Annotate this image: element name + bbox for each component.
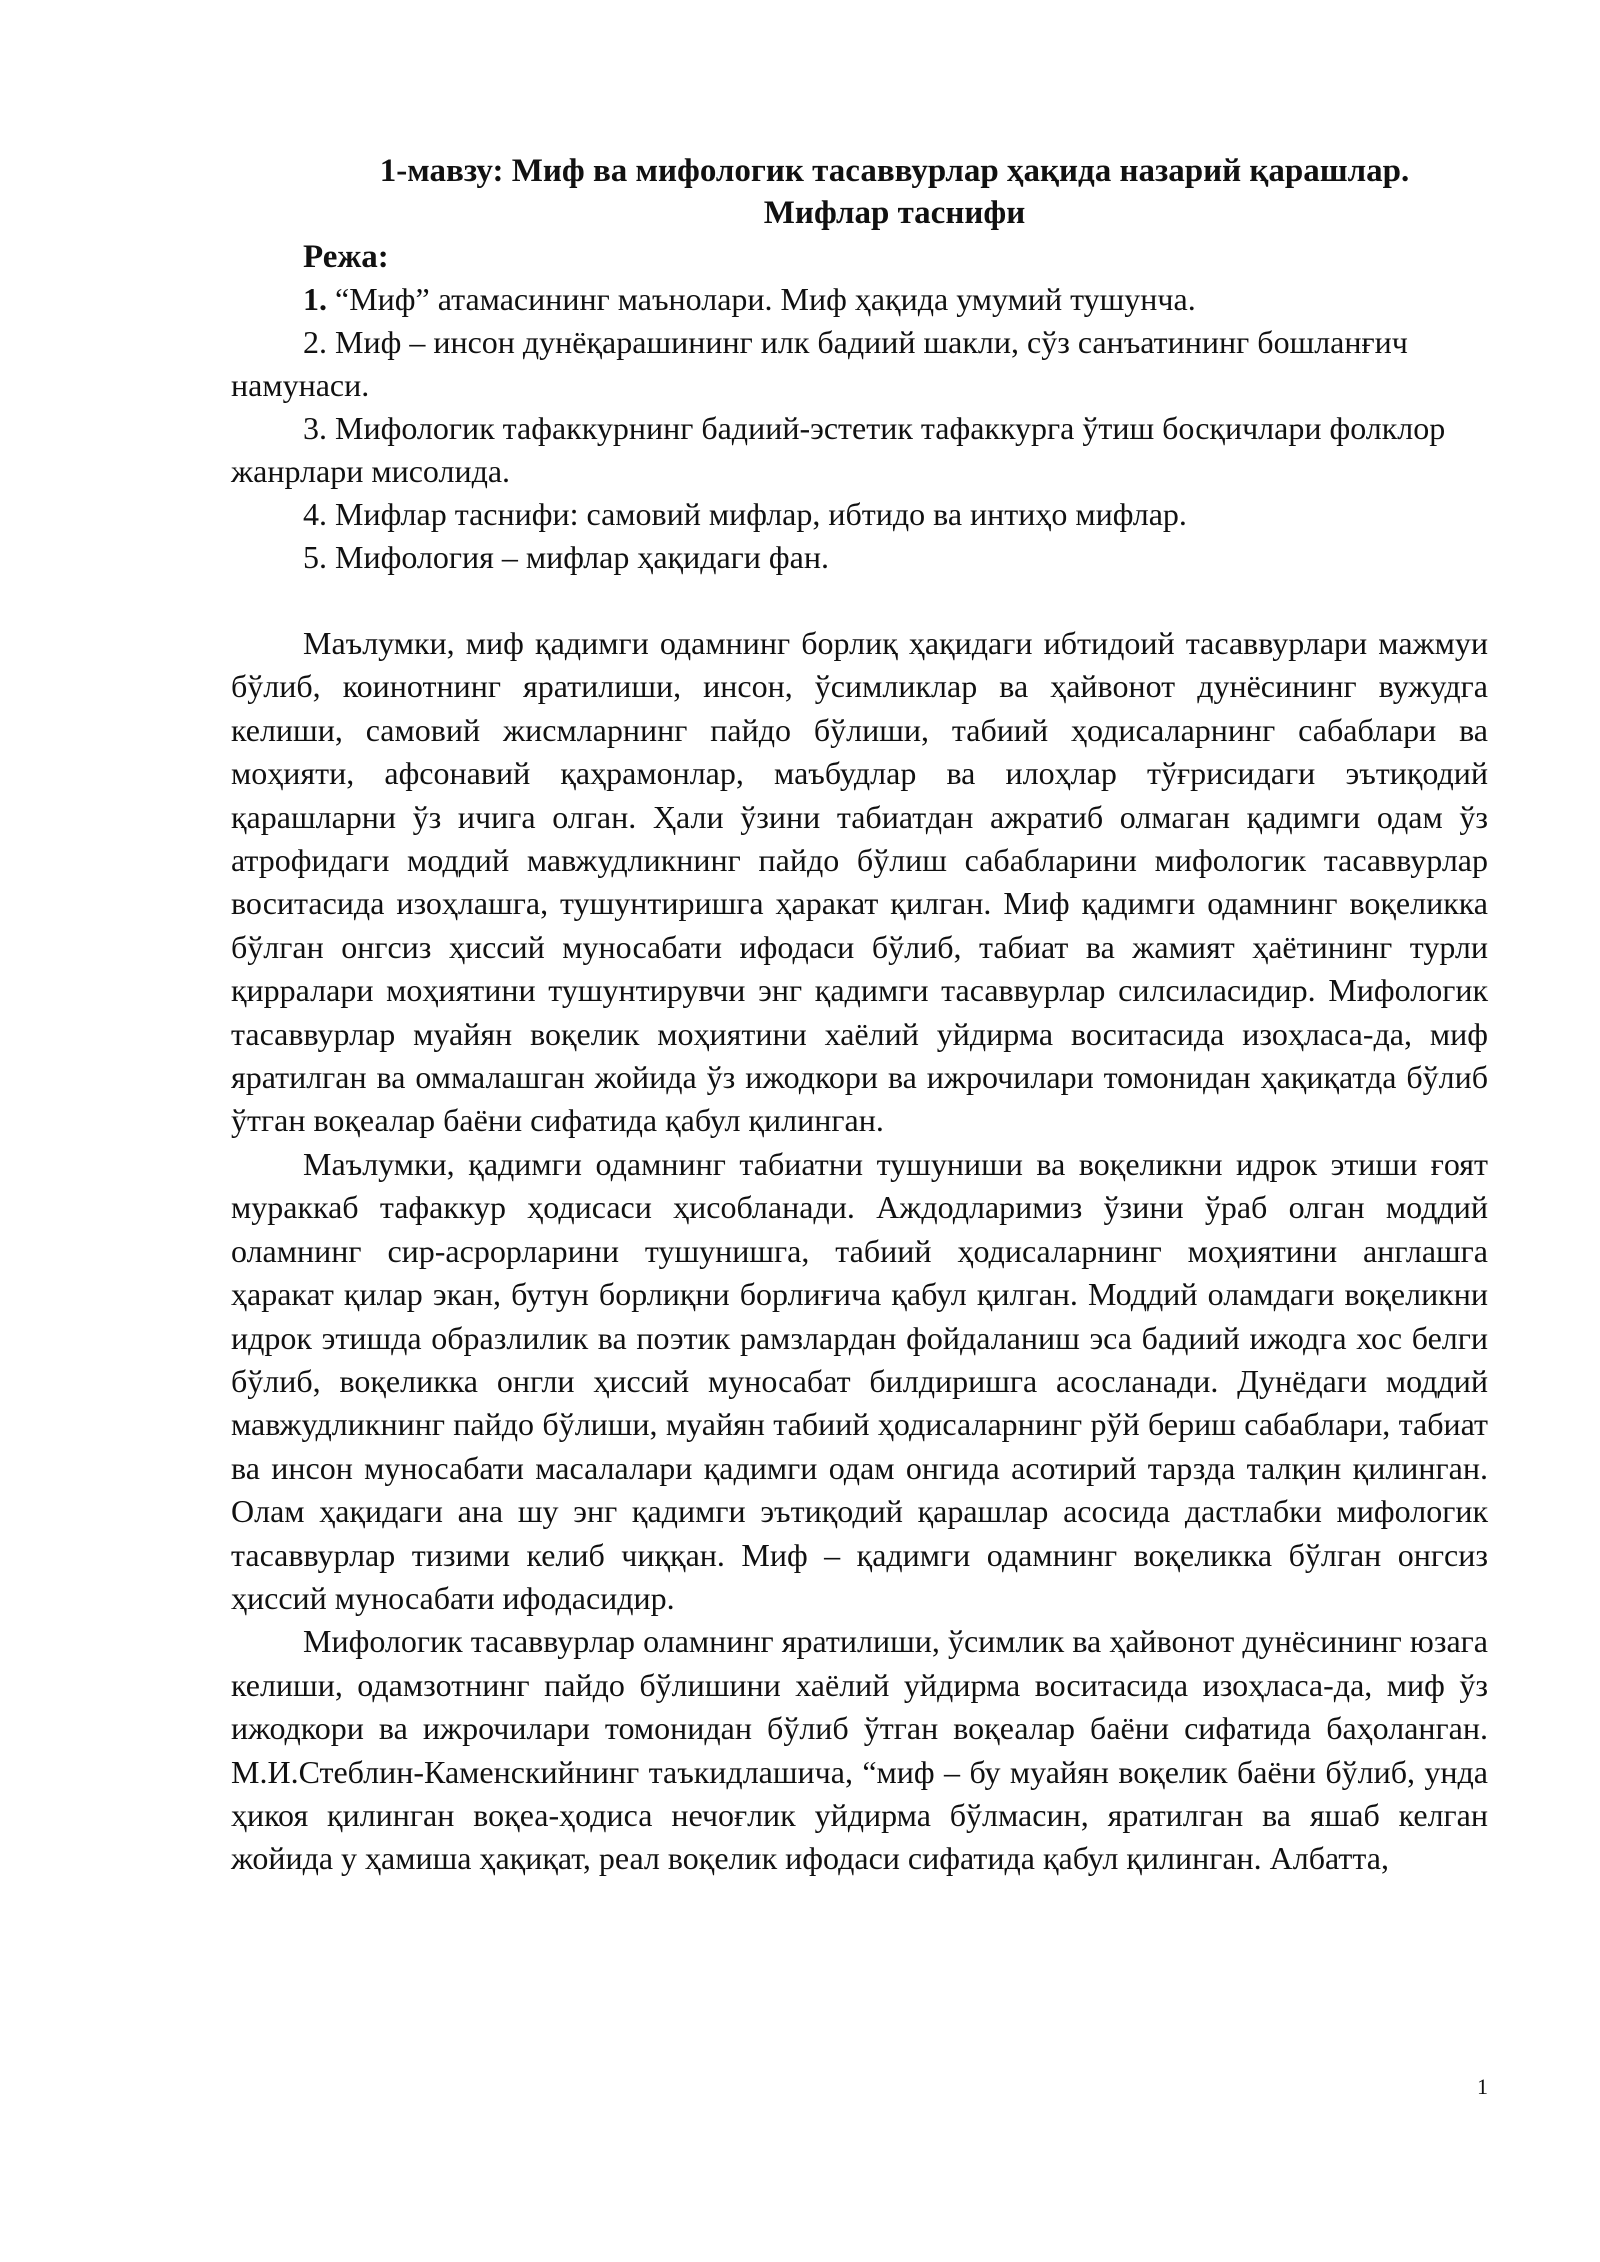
body-paragraph-3: Мифологик тасаввурлар оламнинг яратилиши, ўсимлик ва ҳайвонот дунёсининг юзага келиши, одамзотнинг пайдо бўлишини хаёлий уйдирма воситасида изоҳласа-да, миф ўз ижодкори ва ижрочилари томонидан бўлиб ўтган воқеалар баёни сифатида баҳоланган. М.И.Стеблин-Каменскийнинг таъкидлашича, “миф – бу муайян воқелик баёни бўлиб, унда ҳикоя қилинган воқеа-ҳодиса нечоғлик уйдирма бўлмасин, яратилган ва яшаб келган жойида у ҳамиша ҳақиқат, реал воқелик ифодаси сифатида қабул қилинган. Албатта, — [231, 1623, 1488, 1877]
title-line-1: 1-мавзу: Миф ва мифологик тасаввурлар ҳақида назарий қарашлар. — [379, 153, 1410, 189]
plan-heading: Режа: — [303, 239, 389, 275]
plan-item-2 — [231, 321, 1488, 407]
plan-item-3 — [231, 407, 1488, 493]
plan-item-4 — [231, 493, 1488, 536]
document-page — [231, 150, 1488, 1881]
page-number: 1 — [1477, 2074, 1488, 2099]
plan-item-5 — [231, 536, 1488, 579]
plan-item-number: 1. — [303, 281, 327, 317]
body-paragraph-1: Маълумки, миф қадимги одамнинг борлиқ ҳақидаги ибтидоий тасаввурлари мажмуи бўлиб, коинотнинг яратилиши, инсон, ўсимликлар ва ҳайвонот дунёсининг вужудга келиши, самовий жисмларнинг пайдо бўлиши, табиий ҳодисаларнинг сабаблари ва моҳияти, афсонавий қаҳрамонлар, маъбудлар ва илоҳлар тўғрисидаги эътиқодий қарашларни ўз ичига олган. Ҳали ўзини табиатдан ажратиб олмаган қадимги одам ўз атрофидаги моддий мавжудликнинг пайдо бўлиш сабабларини мифологик тасаввурлар воситасида изоҳлашга, тушунтиришга ҳаракат қилган. Миф қадимги одамнинг воқеликка бўлган онгсиз ҳиссий муносабати ифодаси бўлиб, табиат ва жамият ҳаётининг турли қирралари моҳиятини тушунтирувчи энг қадимги тасаввурлар силсиласидир. Мифологик тасаввурлар муайян воқелик моҳиятини хаёлий уйдирма воситасида изоҳласа-да, миф яратилган ва оммалашган жойида ўз ижодкори ва ижрочилари томонидан ҳақиқатда бўлиб ўтган воқеалар баёни сифатида қабул қилинган. — [231, 625, 1488, 1139]
plan-item-number: 3. — [303, 410, 327, 446]
plan-item-number: 4. — [303, 496, 327, 532]
body-paragraph-2: Маълумки, қадимги одамнинг табиатни тушуниши ва воқеликни идрок этиши ғоят мураккаб тафаккур ҳодисаси ҳисобланади. Аждодларимиз ўзини ўраб олган моддий оламнинг сир-асрорларини тушунишга, табиий ҳодисаларнинг моҳиятини англашга ҳаракат қилар экан, бутун борлиқни борлиғича қабул қилган. Моддий оламдаги воқеликни идрок этишда образлилик ва поэтик рамзлардан фойдаланиш эса бадиий ижодга хос белги бўлиб, воқеликка онгли ҳиссий муносабат билдиришга асосланади. Дунёдаги моддий мавжудликнинг пайдо бўлиши, муайян табиий ҳодисаларнинг рўй бериш сабаблари, табиат ва инсон муносабати масалалари қадимги одам онгида асотирий тарзда талқин қилинган. Олам ҳақидаги ана шу энг қадимги эътиқодий қарашлар асосида дастлабки мифологик тасаввурлар тизими келиб чиққан. Миф – қадимги одамнинг воқеликка бўлган онгсиз ҳиссий муносабати ифодасидир. — [231, 1145, 1488, 1616]
plan-item-text: Мифология – мифлар ҳақидаги фан. — [327, 539, 829, 575]
section-spacer — [231, 579, 1488, 622]
plan-item-number: 5. — [303, 539, 327, 575]
title-line-2: Мифлар таснифи — [763, 195, 1026, 231]
document-title — [301, 150, 1488, 234]
plan-item-1 — [231, 278, 1488, 321]
plan-item-text: Мифологик тафаккурнинг бадиий-эстетик тафаккурга ўтиш босқичлари фолклор жанрлари мисолида. — [231, 410, 1446, 489]
plan-item-text: Мифлар таснифи: самовий мифлар, ибтидо ва интиҳо мифлар. — [327, 496, 1187, 532]
plan-item-text: Миф – инсон дунёқарашининг илк бадиий шакли, сўз санъатининг бошланғич намунаси. — [231, 324, 1408, 403]
plan-item-text: “Миф” атамасининг маънолари. Миф ҳақида умумий тушунча. — [327, 281, 1196, 317]
plan-item-number: 2. — [303, 324, 327, 360]
plan-list — [231, 278, 1488, 579]
